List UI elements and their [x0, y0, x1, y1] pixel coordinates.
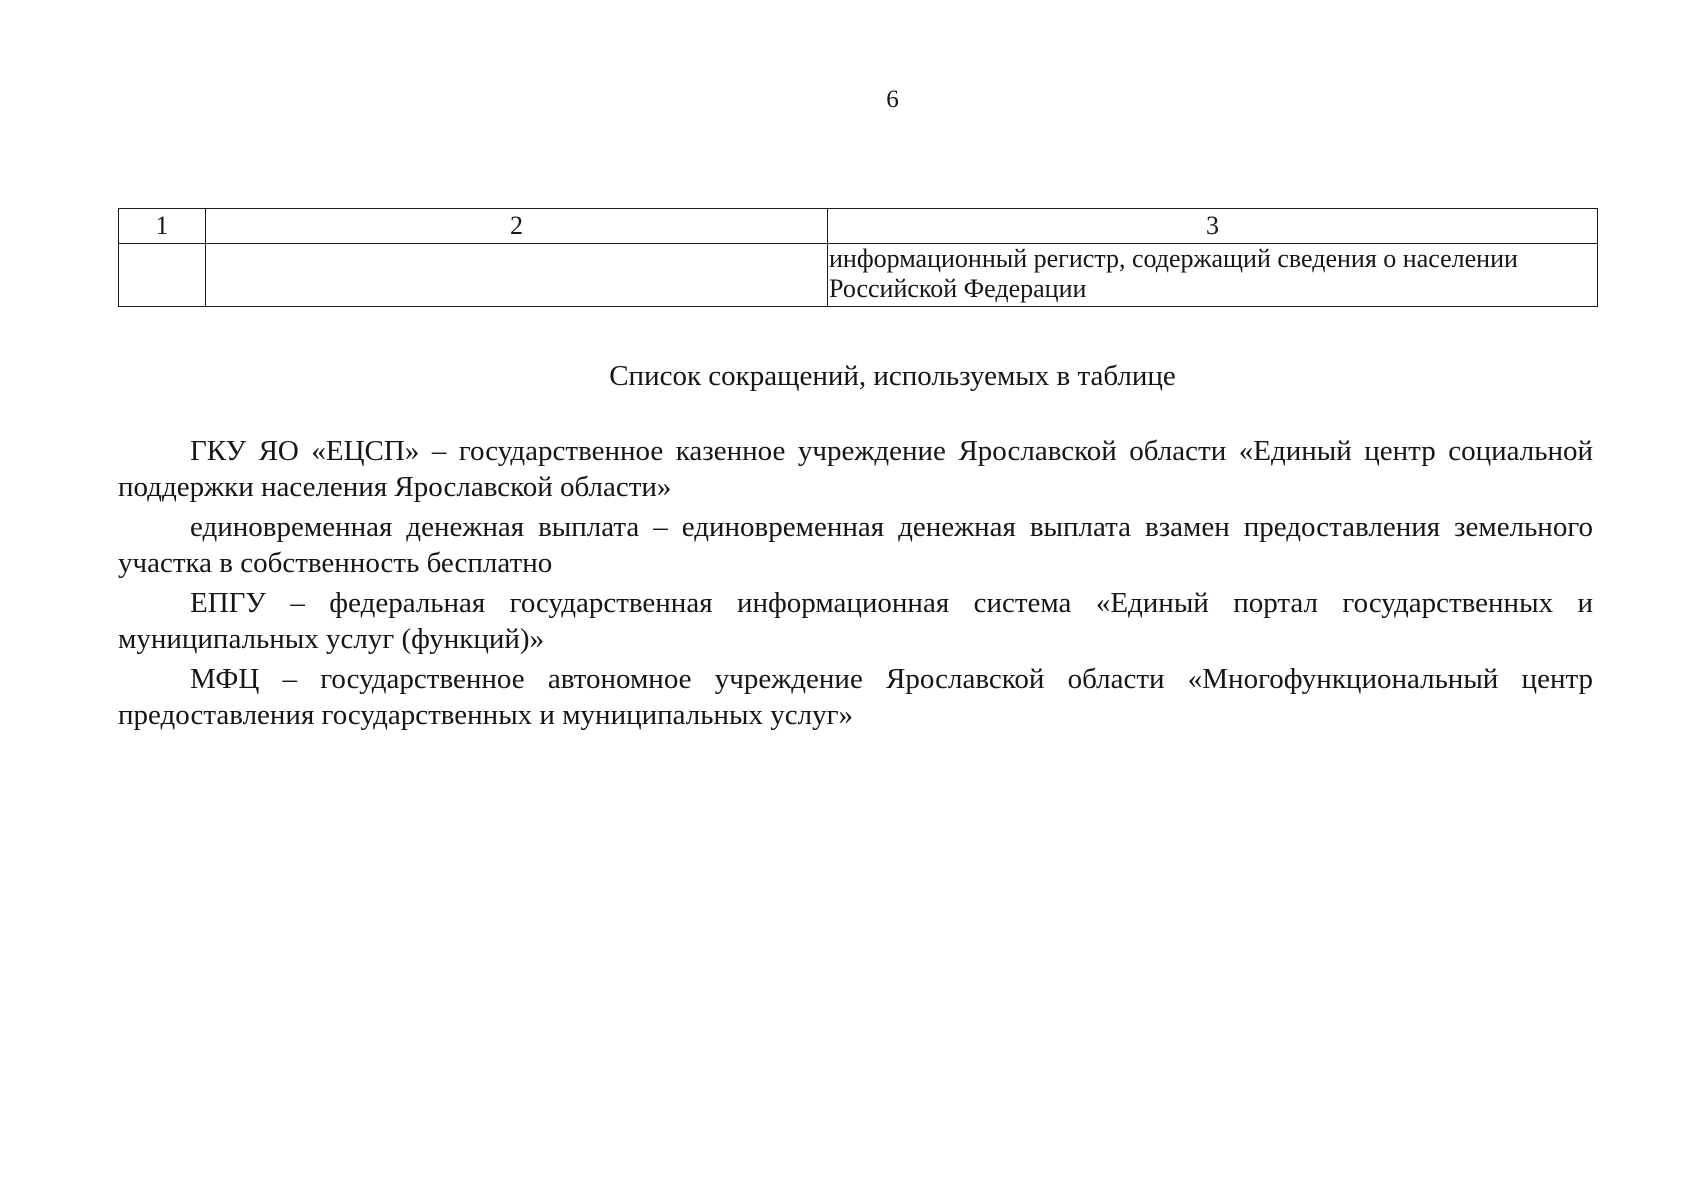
table-header-row	[119, 209, 1598, 244]
table-cell-col1	[119, 244, 206, 307]
table-cell-col2	[206, 244, 828, 307]
continuation-table	[118, 208, 1598, 307]
column-number-2: 2	[206, 209, 828, 244]
column-number-1: 1	[119, 209, 206, 244]
abbreviation-one-time-payment: единовременная денежная выплата – единовременная денежная выплата взамен предоставления земельного участка в собственность бесплатно	[118, 511, 1593, 579]
page-number: 6	[886, 86, 899, 113]
abbreviations-title: Список сокращений, используемых в таблице	[609, 360, 1176, 392]
abbreviation-gku-yao-ecsp: ГКУ ЯО «ЕЦСП» – государственное казенное учреждение Ярославской области «Единый центр социальной поддержки населения Ярославской области»	[118, 435, 1593, 503]
abbreviations-list	[118, 433, 1593, 737]
table-cell-col3: информационный регистр, содержащий сведения о населении Российской Федерации	[828, 244, 1598, 307]
abbreviation-epgu: ЕПГУ – федеральная государственная информационная система «Единый портал государственных и муниципальных услуг (функций)»	[118, 587, 1593, 655]
abbreviation-mfc: МФЦ – государственное автономное учреждение Ярославской области «Многофункциональный центр предоставления государственных и муниципальных услуг»	[118, 663, 1593, 731]
table-row	[119, 244, 1598, 307]
column-number-3: 3	[828, 209, 1598, 244]
